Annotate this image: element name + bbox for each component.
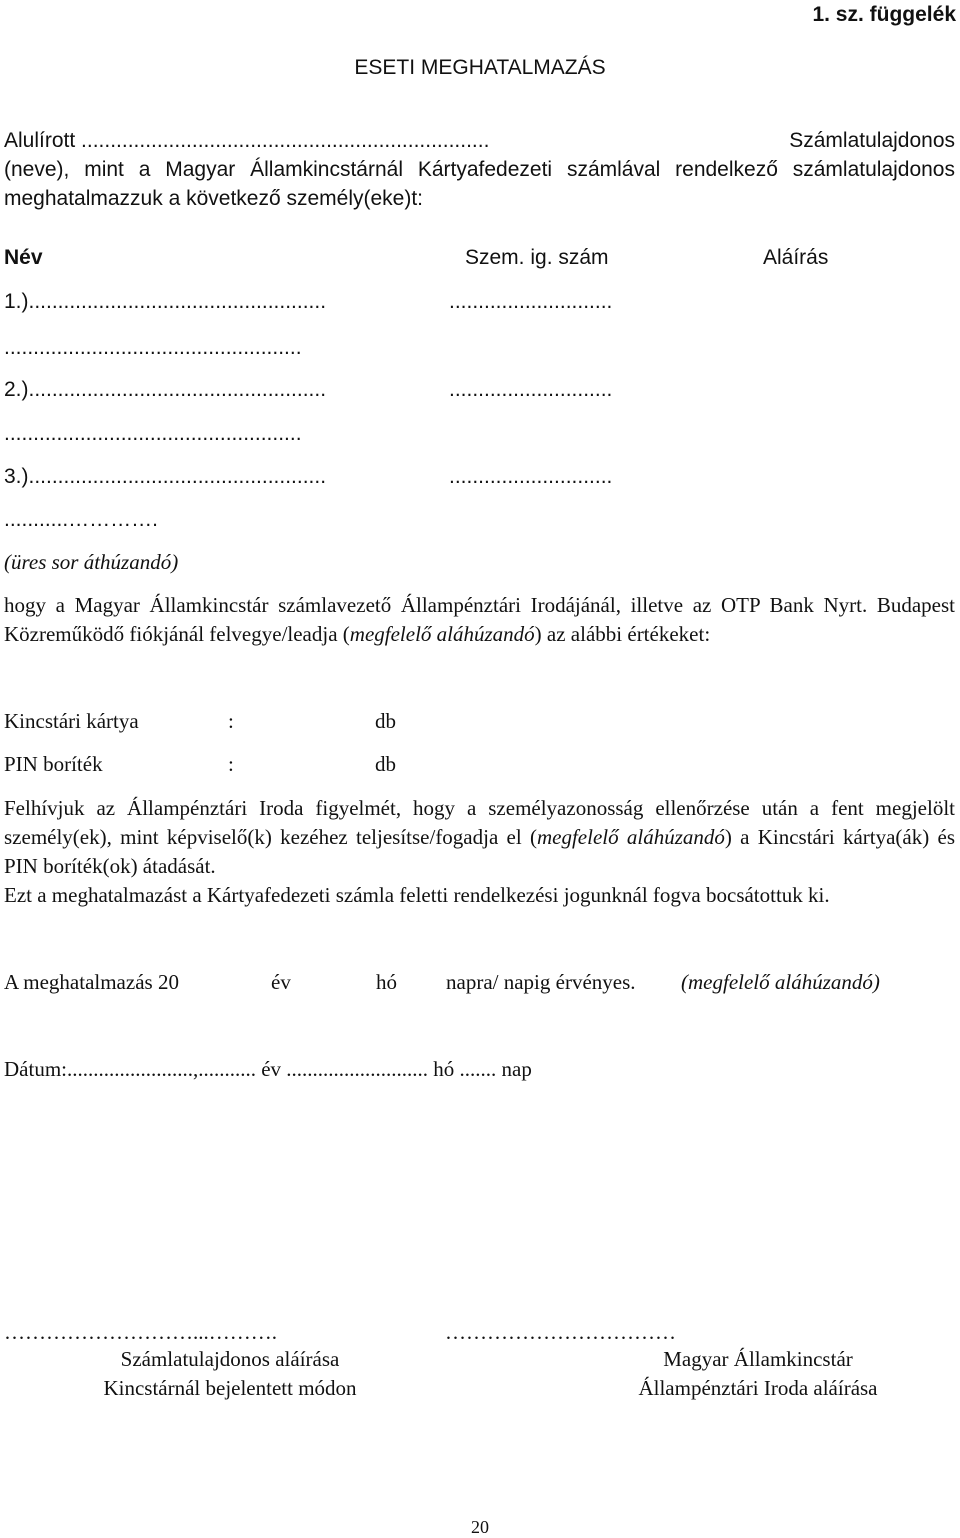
signature-right-line2: Állampénztári Iroda aláírása bbox=[638, 1376, 878, 1400]
date-line: Dátum:........................,........... év ........................... hó ....... nap bbox=[4, 1057, 532, 1081]
validity-suffix: napra/ napig érvényes. bbox=[446, 970, 636, 994]
item-pin-unit: db bbox=[375, 752, 396, 776]
empty-row-note: (üres sor áthúzandó) bbox=[4, 550, 179, 574]
item-pin-separator: : bbox=[228, 752, 234, 776]
row-2-id: ............................ bbox=[449, 378, 613, 401]
item-pin-label: PIN boríték bbox=[4, 752, 103, 776]
signature-left-dots: ………………………...………. bbox=[4, 1320, 277, 1344]
validity-note: (megfelelő aláhúzandó) bbox=[681, 970, 880, 994]
purpose-paragraph bbox=[4, 591, 955, 649]
validity-year: év bbox=[271, 970, 291, 994]
validity-month: hó bbox=[376, 970, 397, 994]
row-3-id: ............................ bbox=[449, 465, 613, 488]
column-id-heading: Szem. ig. szám bbox=[465, 246, 609, 269]
row-1-signature: ................................................... bbox=[4, 336, 302, 359]
authority-paragraph: Ezt a meghatalmazást a Kártyafedezeti számla feletti rendelkezési jogunknál fogva bocsátottuk ki. bbox=[4, 883, 830, 907]
purpose-text-1: hogy a Magyar Államkincstár számlavezető Állampénztári Irodájánál, illetve az OTP Bank Nyrt. Budapest Közreműködő fiókjánál felvegye/leadja ( bbox=[4, 593, 955, 646]
item-card-unit: db bbox=[375, 709, 396, 733]
purpose-text-2: ) az alábbi értékeket: bbox=[534, 622, 711, 646]
row-3-name: 3.)................................................... bbox=[4, 465, 327, 488]
notice-paragraph bbox=[4, 794, 955, 881]
row-2-signature: ................................................... bbox=[4, 422, 302, 445]
row-3-signature: ...........…………. bbox=[4, 508, 159, 531]
intro-paragraph: (neve), mint a Magyar Államkincstárnál Kártyafedezeti számlával rendelkező számlatulajdonos meghatalmazzuk a következő személy(eke)t: bbox=[4, 158, 955, 210]
intro-line1-left: Alulírott ...................................................................... bbox=[4, 129, 490, 152]
row-1-id: ............................ bbox=[449, 290, 613, 313]
signature-left-line1: Számlatulajdonos aláírása bbox=[120, 1347, 340, 1371]
signature-right-line1: Magyar Államkincstár bbox=[663, 1347, 853, 1371]
page-number: 20 bbox=[471, 1517, 489, 1537]
validity-prefix: A meghatalmazás 20 bbox=[4, 970, 179, 994]
purpose-italic-note: megfelelő aláhúzandó bbox=[349, 622, 535, 646]
item-card-label: Kincstári kártya bbox=[4, 709, 139, 733]
notice-text-1: Felhívjuk az Állampénztári Iroda figyelmét, hogy a személyazonosság ellenőrzése után a fent megjelölt személy(ek), mint képviselő(k) kezéhez teljesítse/fogadja el ( bbox=[4, 796, 955, 849]
appendix-label: 1. sz. függelék bbox=[812, 3, 956, 26]
signature-right-dots: …………………………… bbox=[445, 1320, 676, 1344]
document-title: ESETI MEGHATALMAZÁS bbox=[354, 56, 606, 79]
column-signature-heading: Aláírás bbox=[763, 246, 829, 269]
signature-left-block bbox=[30, 1345, 430, 1403]
intro-line1-right: Számlatulajdonos bbox=[789, 129, 955, 152]
notice-text-2: ) a Kincstári kártya(ák) és PIN boríték(ok) átadását. bbox=[4, 825, 955, 878]
row-1-name: 1.)................................................... bbox=[4, 290, 327, 313]
signature-right-block bbox=[558, 1345, 958, 1403]
notice-italic-note: megfelelő aláhúzandó bbox=[536, 825, 725, 849]
row-2-name: 2.)................................................... bbox=[4, 378, 327, 401]
signature-left-line2: Kincstárnál bejelentett módon bbox=[103, 1376, 357, 1400]
item-card-separator: : bbox=[228, 709, 234, 733]
column-name-heading: Név bbox=[4, 246, 43, 269]
